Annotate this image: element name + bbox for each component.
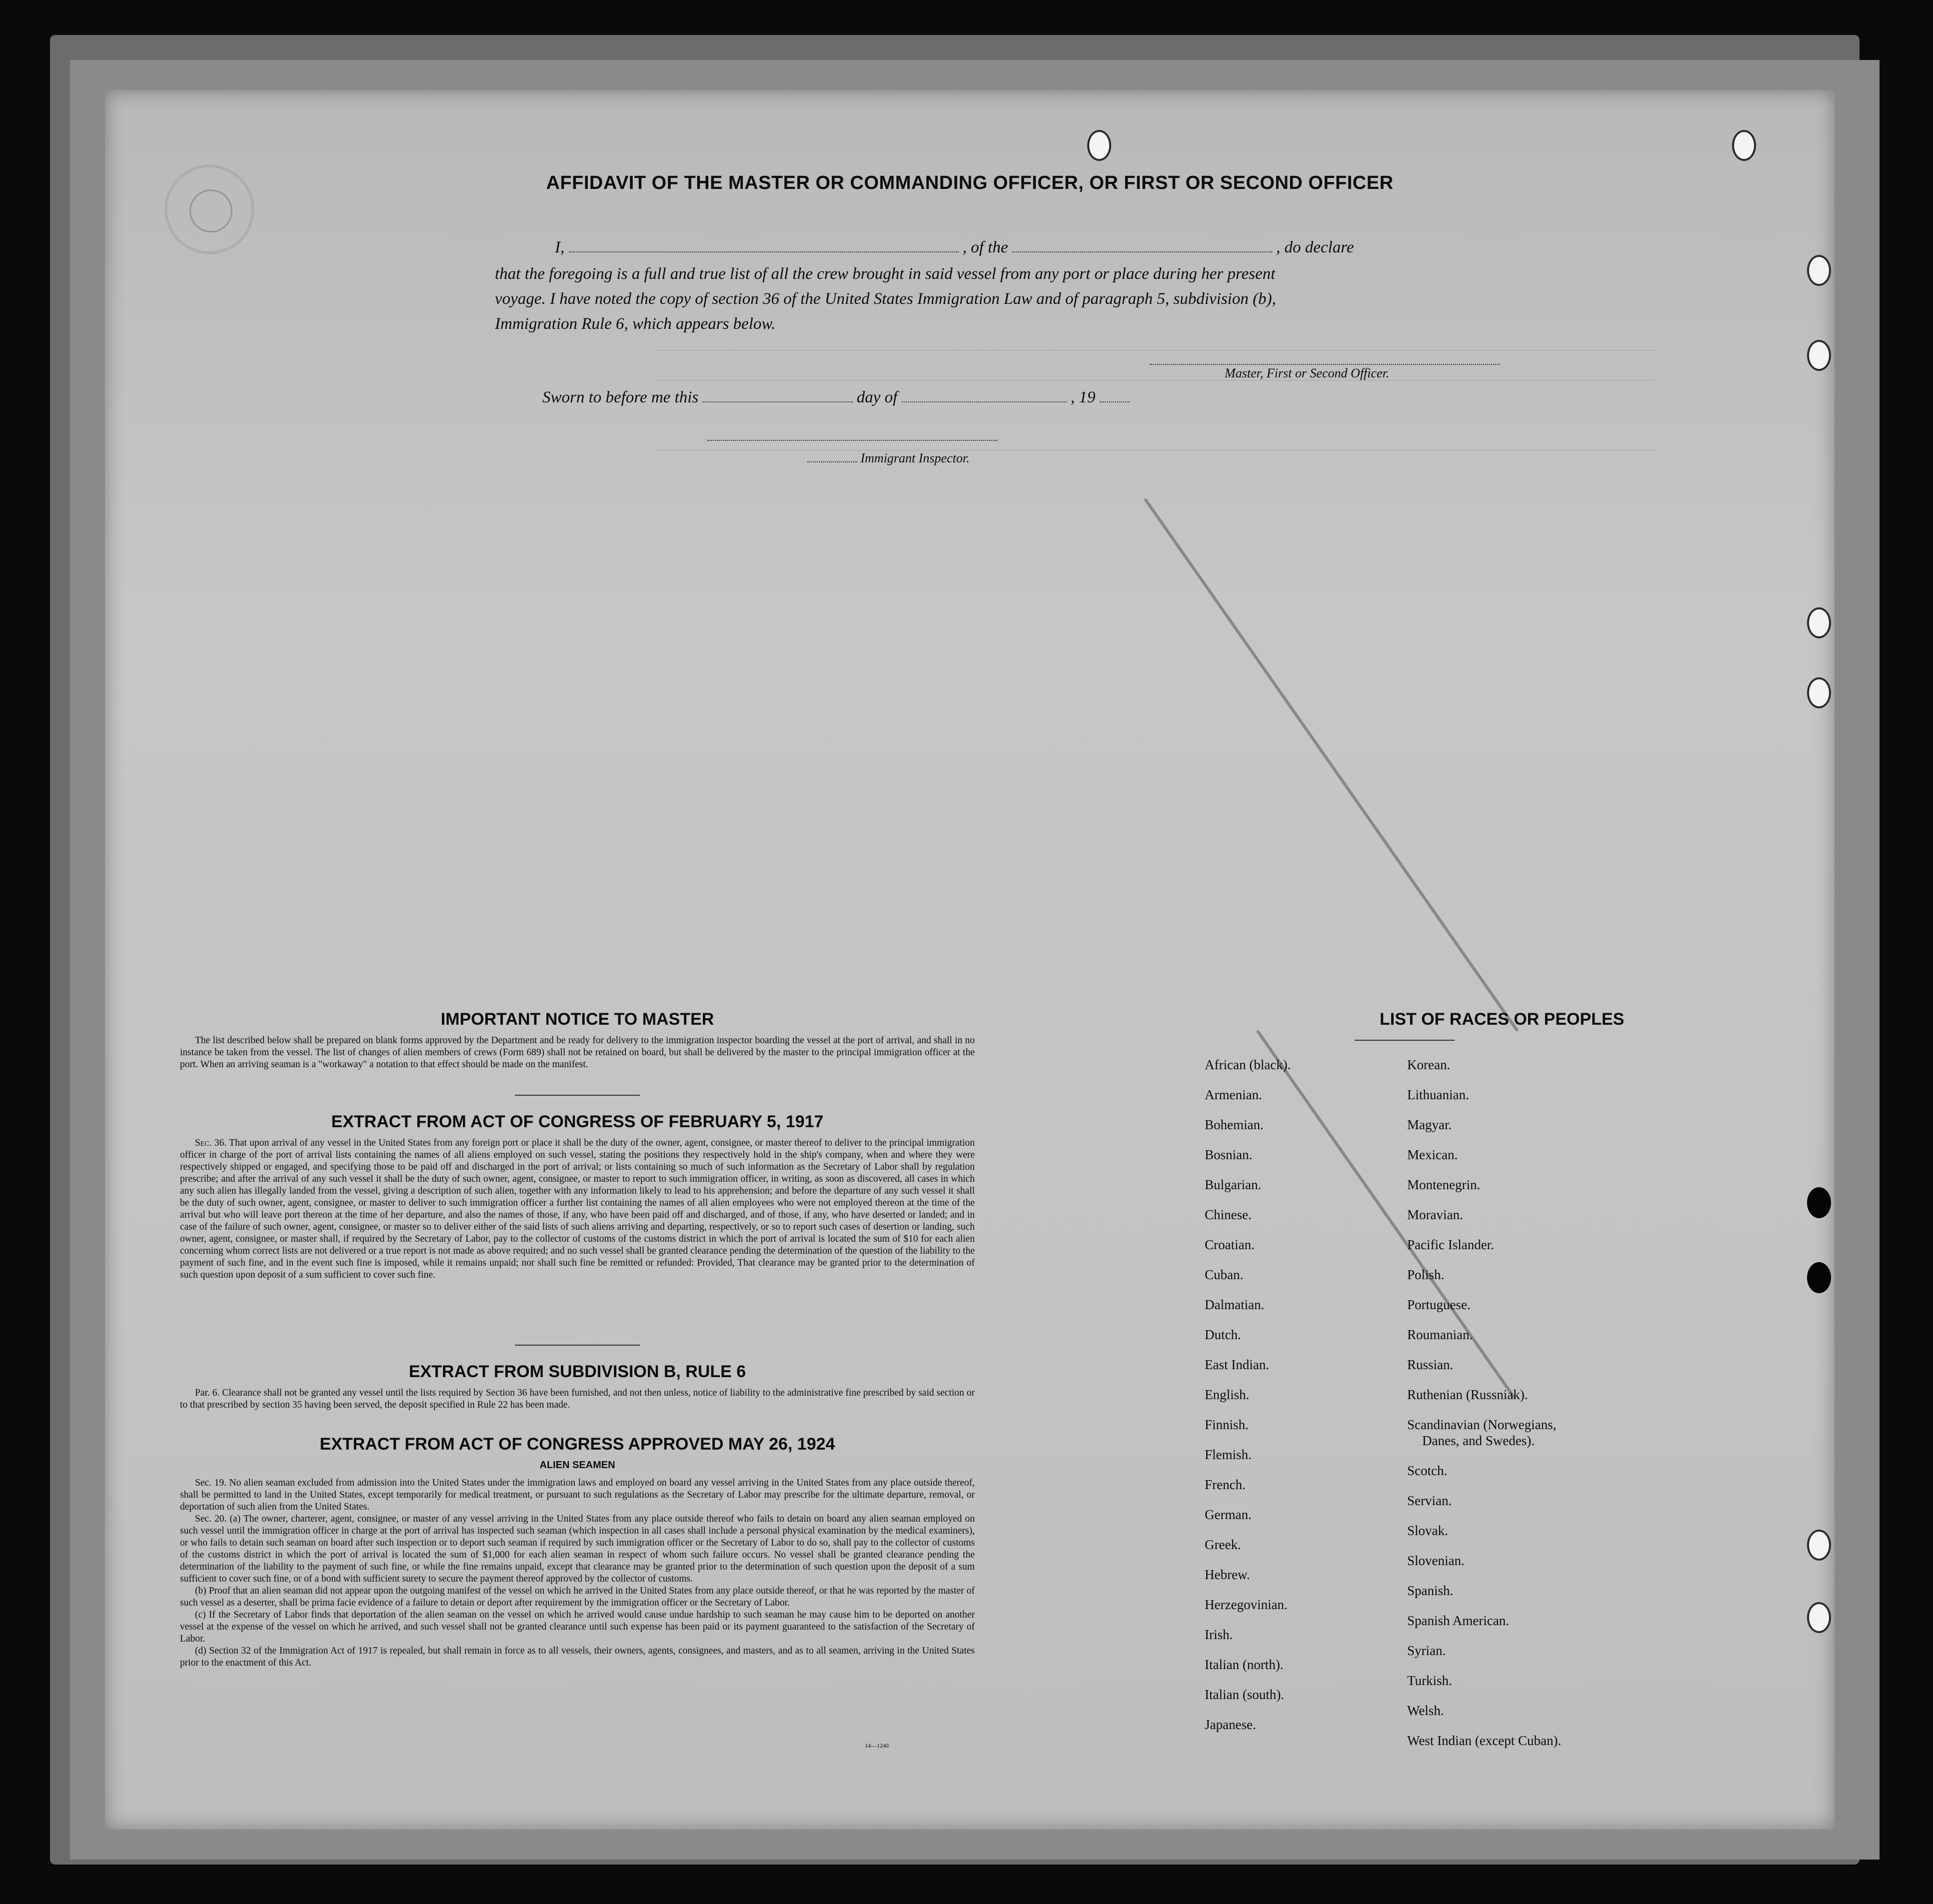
- punch-hole: [1807, 1602, 1831, 1633]
- race-item: Irish.: [1205, 1627, 1233, 1642]
- notice-text: [180, 1035, 975, 1071]
- race-item: Magyar.: [1407, 1117, 1452, 1132]
- race-item: Scotch.: [1407, 1463, 1448, 1478]
- race-item: Spanish American.: [1407, 1613, 1509, 1628]
- vessel-name-blank[interactable]: [1012, 237, 1272, 252]
- race-item: Japanese.: [1205, 1717, 1256, 1732]
- sec-20b-paragraph: (b) Proof that an alien seaman did not appear upon the outgoing manifest of the vessel on which he arrived in the United States from any place outside thereof, or that he was reported by the master of such vessel as a deserter, shall be prima facie evidence of a failure to detain or deport after requirement by the immigration officer or the Secretary of Labor.: [180, 1586, 975, 1608]
- alien-seamen-subtitle: ALIEN SEAMEN: [539, 1460, 615, 1471]
- race-item: Polish.: [1407, 1267, 1445, 1282]
- race-item: Slovak.: [1407, 1523, 1448, 1538]
- race-item: Portuguese.: [1407, 1297, 1471, 1312]
- race-item: East Indian.: [1205, 1357, 1269, 1372]
- race-item: Hebrew.: [1205, 1567, 1250, 1582]
- race-item: Moravian.: [1407, 1207, 1463, 1222]
- race-item: Lithuanian.: [1407, 1087, 1469, 1102]
- sec-19-paragraph: Sec. 19. No alien seaman excluded from admission into the United States under the immigration laws and employed on board any vessel arriving in the United States from any place outside thereof, shall be permitted to land in the United States, except temporarily for medical treatment, or pursuant to such regulations as the Secretary of Labor may prescribe for the ultimate departure, removal, or deportation of such alien from the United States.: [180, 1478, 975, 1512]
- affidavit-body-line-3: Immigration Rule 6, which appears below.: [495, 315, 776, 333]
- notice-paragraph: The list described below shall be prepared on blank forms approved by the Department and be ready for delivery to the immigration inspector boarding the vessel at the port of arrival, and shall in no instance be taken from the vessel. The list of changes of alien members of crews (Form 689) shall not be retained on board, but shall be delivered by the master to the principal immigration officer at the port. When an arriving seaman is a "workaway" a notation to that effect should be made on the manifest.: [180, 1035, 975, 1070]
- races-title: LIST OF RACES OR PEOPLES: [1380, 1010, 1625, 1029]
- extract-1924-title: EXTRACT FROM ACT OF CONGRESS APPROVED MAY 26, 1924: [319, 1435, 835, 1454]
- race-item: Spanish.: [1407, 1583, 1454, 1598]
- race-item: Montenegrin.: [1407, 1177, 1481, 1192]
- race-item: Slovenian.: [1407, 1553, 1465, 1568]
- race-item: Italian (south).: [1205, 1687, 1284, 1702]
- race-item: Armenian.: [1205, 1087, 1262, 1102]
- punch-hole: [1807, 607, 1831, 638]
- race-item: West Indian (except Cuban).: [1407, 1733, 1562, 1748]
- race-item: Bohemian.: [1205, 1117, 1264, 1132]
- race-item: African (black).: [1205, 1057, 1291, 1072]
- race-item: Ruthenian (Russniak).: [1407, 1387, 1528, 1402]
- race-item: Mexican.: [1407, 1147, 1458, 1162]
- divider: [1355, 1040, 1455, 1041]
- pencil-mark: [1256, 1030, 1516, 1400]
- affidavit-body-line-2: voyage. I have noted the copy of section 36 of the United States Immigration Law and of paragraph 5, subdivision (b),: [495, 290, 1276, 308]
- extract-rule6-title: EXTRACT FROM SUBDIVISION B, RULE 6: [408, 1362, 746, 1381]
- race-item: Dalmatian.: [1205, 1297, 1265, 1312]
- extract-1917-title: EXTRACT FROM ACT OF CONGRESS OF FEBRUARY 5, 1917: [331, 1112, 824, 1131]
- sec-20c-paragraph: (c) If the Secretary of Labor finds that deportation of the alien seaman on the vessel on which he arrived would cause undue hardship to such seaman he may cause him to be deported on another vessel at the expense of the vessel on which he arrived, and such vessel shall not be granted clearance until such expense has been paid or its payment guaranteed to the satisfaction of the Secretary of Labor.: [180, 1610, 975, 1644]
- affidavit-title: AFFIDAVIT OF THE MASTER OR COMMANDING OFFICER, OR FIRST OR SECOND OFFICER: [546, 172, 1394, 193]
- section-36-text: That upon arrival of any vessel in the United States from any foreign port or place it shall be the duty of the owner, agent, consignee, or master thereof to deliver to the principal immigration officer in charge of the port of arrival lists containing the names of all aliens employed on such vessel, stating the positions they respectively hold in the ship's company, when and where they were respectively shipped or engaged, and specifying those to be paid off and discharged in the port of arrival; or lists containing so much of such information as the Secretary of Labor shall by regulation prescribe; and after the arrival of any such vessel it shall be the duty of such owner, agent, consignee, or master to report to such immigration officer, in writing, as soon as discovered, all cases in which any such alien has illegally landed from the vessel, giving a description of such alien, together with any information likely to lead to his apprehension; and before the departure of any such vessel it shall be the duty of such owner, agent, consignee, or master to deliver to such immigration officer a further list containing the names of all alien employees who were not employed thereon at the time of the arrival but who will leave port thereon at the time of her departure, and also the names of those, if any, who have been paid off and discharged, and of those, if any, who have deserted or landed; and in case of the failure of such owner, agent, consignee, or master so to deliver either of the said lists of such aliens arriving and departing, respectively, or so to report such cases of desertion or landing, such owner, agent, consignee, or master shall, if required by the Secretary of Labor, pay to the collector of customs of the customs district in which the port of arrival is located the sum of $10 for each alien concerning whom correct lists are not delivered or a true report is not made as above required; and no such vessel shall be granted clearance pending the determination of the question of the liability to the payment of such fine, and in the event such fine is imposed, while it remains unpaid; nor shall such fine be remitted or refunded: Provided, That clearance may be granted prior to the determination of such question upon deposit of a sum sufficient to cover such fine.: [180, 1138, 975, 1280]
- divider: [515, 1345, 640, 1346]
- race-item: Cuban.: [1205, 1267, 1244, 1282]
- affidavit-body-line-1: that the foregoing is a full and true list of all the crew brought in said vessel from any port or place during her present: [495, 265, 1276, 283]
- sworn-label: Sworn to before me this: [542, 388, 699, 406]
- punch-hole: [1807, 1530, 1831, 1561]
- extract-1924-text: [180, 1477, 975, 1669]
- form-number: 14—1240: [865, 1742, 889, 1749]
- show-through-line: [655, 380, 1655, 381]
- sec-20d-paragraph: (d) Section 32 of the Immigration Act of 1917 is repealed, but shall remain in force as to all vessels, their owners, agents, consignees, and masters, and as to all seamen, arriving in the United States prior to the enactment of this Act.: [180, 1646, 975, 1668]
- sworn-year-blank[interactable]: [1100, 387, 1130, 402]
- punch-hole: [1732, 130, 1756, 161]
- race-item: Welsh.: [1407, 1703, 1444, 1718]
- race-item: English.: [1205, 1387, 1250, 1402]
- punch-hole: [1807, 1262, 1831, 1293]
- race-item: Greek.: [1205, 1537, 1241, 1552]
- race-item: Herzegovinian.: [1205, 1597, 1288, 1612]
- race-item: French.: [1205, 1477, 1246, 1492]
- day-of-label: day of: [856, 388, 898, 406]
- affidavit-name-line: [555, 237, 1354, 257]
- race-item: Flemish.: [1205, 1447, 1252, 1462]
- sec-20a-paragraph: Sec. 20. (a) The owner, charterer, agent, consignee, or master of any vessel arriving in the United States from any place outside thereof who fails to detain on board any alien seaman employed on such vessel until the immigration officer in charge at the port of arrival has inspected such seaman (which inspection in all cases shall include a personal physical examination by the medical examiners), or who fails to detain such seaman on board after such inspection or to deport such seaman if required by such immigration officer or the Secretary of Labor to do so, shall pay to the collector of customs of the customs district in which the port of arrival is located the sum of $1,000 for each alien seaman in respect of whom such failure occurs. No vessel shall be granted clearance pending the determination of the liability to the payment of such fine, or while the fine remains unpaid, except that clearance may be granted prior to the determination of such question upon the deposit of a sum sufficient to cover such fine, or of a bond with sufficient surety to secure the payment thereof approved by the collector of customs.: [180, 1514, 975, 1584]
- race-item: German.: [1205, 1507, 1252, 1522]
- race-item: Syrian.: [1407, 1643, 1446, 1658]
- race-item: Croatian.: [1205, 1237, 1255, 1252]
- master-name-blank[interactable]: [569, 237, 959, 252]
- race-item: Bosnian.: [1205, 1147, 1253, 1162]
- punch-hole: [1807, 1187, 1831, 1218]
- year-label: , 19: [1070, 388, 1096, 406]
- pencil-mark: [1144, 498, 1519, 1032]
- punch-hole: [1807, 255, 1831, 286]
- race-item: Danes, and Swedes).: [1422, 1433, 1535, 1448]
- race-item: Bulgarian.: [1205, 1177, 1262, 1192]
- race-item: Roumanian.: [1407, 1327, 1473, 1342]
- inspector-caption-leader: [807, 447, 857, 462]
- of-the-label: , of the: [962, 238, 1008, 256]
- race-item: Servian.: [1407, 1493, 1452, 1508]
- punch-hole: [1807, 677, 1831, 708]
- master-signature-caption: Master, First or Second Officer.: [1225, 366, 1390, 380]
- race-item: Italian (north).: [1205, 1657, 1284, 1672]
- race-item: Scandinavian (Norwegians,: [1407, 1417, 1557, 1432]
- i-label: I,: [555, 238, 565, 256]
- notice-title: IMPORTANT NOTICE TO MASTER: [440, 1010, 714, 1029]
- sworn-day-blank[interactable]: [703, 387, 853, 402]
- sworn-month-blank[interactable]: [902, 387, 1067, 402]
- rule6-paragraph: Par. 6. Clearance shall not be granted any vessel until the lists required by Section 36 have been furnished, and not then unless, notice of liability to the administrative fine prescribed by said section or to that prescribed by section 35 having been served, the deposit specified in Rule 22 has been made.: [180, 1388, 975, 1410]
- race-item: Pacific Islander.: [1407, 1237, 1494, 1252]
- master-signature-blank[interactable]: [1150, 350, 1500, 365]
- race-item: Russian.: [1407, 1357, 1454, 1372]
- inspector-signature-blank[interactable]: [707, 426, 997, 441]
- punch-hole: [1087, 130, 1111, 161]
- show-through-line: [655, 450, 1655, 451]
- extract-1917-text: [180, 1137, 975, 1281]
- punch-hole: [1807, 340, 1831, 371]
- do-declare-label: , do declare: [1276, 238, 1354, 256]
- section-label: Sec. 36.: [195, 1138, 227, 1148]
- race-item: Dutch.: [1205, 1327, 1241, 1342]
- race-item: Finnish.: [1205, 1417, 1249, 1432]
- inspector-caption-wrap: [807, 447, 970, 466]
- divider: [515, 1095, 640, 1096]
- race-item: Chinese.: [1205, 1207, 1252, 1222]
- inspector-caption: Immigrant Inspector.: [860, 451, 970, 465]
- manifest-page: [105, 90, 1835, 1830]
- sworn-line: [542, 387, 1130, 407]
- race-item: Turkish.: [1407, 1673, 1452, 1688]
- race-item: Korean.: [1407, 1057, 1451, 1072]
- extract-rule6-text: [180, 1387, 975, 1411]
